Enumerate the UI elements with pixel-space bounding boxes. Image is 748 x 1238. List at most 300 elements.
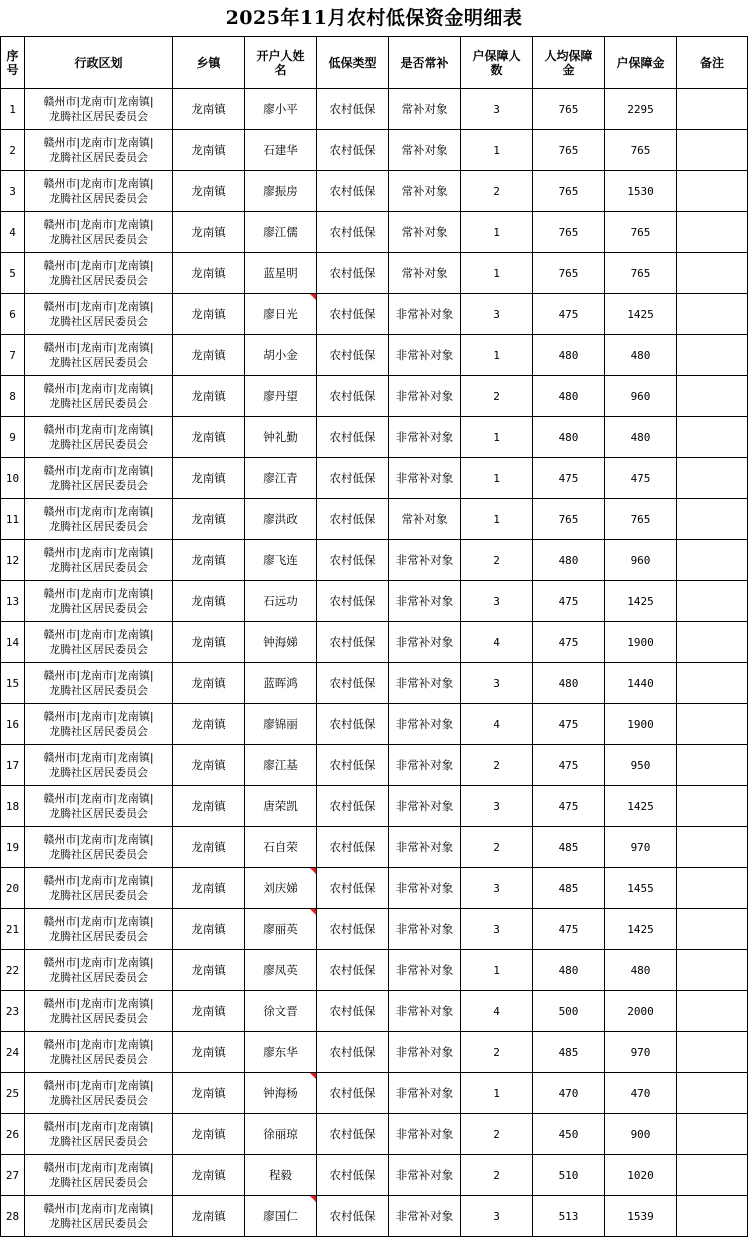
cell-town[interactable]: 龙南镇 bbox=[173, 622, 245, 663]
cell-household-count[interactable]: 2 bbox=[461, 1114, 533, 1155]
cell-region[interactable] bbox=[25, 335, 173, 376]
cell-household-amount[interactable]: 480 bbox=[605, 950, 677, 991]
cell-household-amount[interactable]: 950 bbox=[605, 745, 677, 786]
cell-subsidy-type[interactable]: 农村低保 bbox=[317, 1196, 389, 1237]
cell-household-amount[interactable]: 960 bbox=[605, 540, 677, 581]
cell-seq[interactable]: 2 bbox=[1, 130, 25, 171]
cell-region[interactable] bbox=[25, 1032, 173, 1073]
cell-town[interactable]: 龙南镇 bbox=[173, 1032, 245, 1073]
cell-per-capita[interactable]: 480 bbox=[533, 950, 605, 991]
cell-regular[interactable]: 非常补对象 bbox=[389, 786, 461, 827]
cell-household-amount[interactable]: 765 bbox=[605, 212, 677, 253]
cell-region[interactable] bbox=[25, 622, 173, 663]
cell-remark[interactable] bbox=[677, 1032, 748, 1073]
cell-household-amount[interactable]: 480 bbox=[605, 335, 677, 376]
cell-household-count[interactable]: 2 bbox=[461, 1155, 533, 1196]
cell-account-name[interactable] bbox=[245, 868, 317, 909]
cell-household-count[interactable]: 1 bbox=[461, 130, 533, 171]
cell-seq[interactable]: 15 bbox=[1, 663, 25, 704]
cell-per-capita[interactable]: 480 bbox=[533, 417, 605, 458]
cell-regular[interactable]: 非常补对象 bbox=[389, 950, 461, 991]
cell-regular[interactable]: 非常补对象 bbox=[389, 1155, 461, 1196]
cell-seq[interactable]: 1 bbox=[1, 89, 25, 130]
header-region[interactable]: 行政区划 bbox=[25, 37, 173, 89]
cell-town[interactable]: 龙南镇 bbox=[173, 1073, 245, 1114]
cell-household-amount[interactable]: 960 bbox=[605, 376, 677, 417]
cell-household-amount[interactable]: 765 bbox=[605, 499, 677, 540]
header-regular[interactable]: 是否常补 bbox=[389, 37, 461, 89]
cell-household-count[interactable]: 3 bbox=[461, 663, 533, 704]
cell-per-capita[interactable]: 765 bbox=[533, 499, 605, 540]
cell-household-count[interactable]: 2 bbox=[461, 376, 533, 417]
cell-region[interactable] bbox=[25, 171, 173, 212]
cell-household-amount[interactable]: 1530 bbox=[605, 171, 677, 212]
cell-town[interactable]: 龙南镇 bbox=[173, 581, 245, 622]
cell-household-amount[interactable]: 1539 bbox=[605, 1196, 677, 1237]
cell-regular[interactable]: 非常补对象 bbox=[389, 622, 461, 663]
cell-town[interactable]: 龙南镇 bbox=[173, 294, 245, 335]
cell-subsidy-type[interactable]: 农村低保 bbox=[317, 89, 389, 130]
cell-household-count[interactable]: 2 bbox=[461, 1032, 533, 1073]
cell-household-count[interactable]: 3 bbox=[461, 89, 533, 130]
cell-remark[interactable] bbox=[677, 212, 748, 253]
cell-household-amount[interactable]: 1455 bbox=[605, 868, 677, 909]
cell-account-name[interactable] bbox=[245, 581, 317, 622]
cell-per-capita[interactable]: 480 bbox=[533, 663, 605, 704]
cell-account-name[interactable] bbox=[245, 89, 317, 130]
cell-subsidy-type[interactable]: 农村低保 bbox=[317, 868, 389, 909]
cell-per-capita[interactable]: 475 bbox=[533, 745, 605, 786]
cell-regular[interactable]: 非常补对象 bbox=[389, 1196, 461, 1237]
cell-town[interactable]: 龙南镇 bbox=[173, 540, 245, 581]
cell-town[interactable]: 龙南镇 bbox=[173, 130, 245, 171]
cell-subsidy-type[interactable]: 农村低保 bbox=[317, 663, 389, 704]
cell-per-capita[interactable]: 480 bbox=[533, 376, 605, 417]
comment-indicator-icon[interactable] bbox=[310, 1073, 316, 1079]
cell-remark[interactable] bbox=[677, 1073, 748, 1114]
cell-seq[interactable]: 18 bbox=[1, 786, 25, 827]
cell-region[interactable] bbox=[25, 1196, 173, 1237]
cell-seq[interactable]: 6 bbox=[1, 294, 25, 335]
cell-region[interactable] bbox=[25, 909, 173, 950]
cell-seq[interactable]: 21 bbox=[1, 909, 25, 950]
cell-seq[interactable]: 12 bbox=[1, 540, 25, 581]
region-line: 赣州市|龙南市|龙南镇| bbox=[43, 1161, 154, 1174]
cell-household-amount[interactable]: 765 bbox=[605, 253, 677, 294]
cell-household-count[interactable]: 3 bbox=[461, 909, 533, 950]
cell-household-count[interactable]: 2 bbox=[461, 745, 533, 786]
cell-per-capita[interactable]: 765 bbox=[533, 171, 605, 212]
cell-remark[interactable] bbox=[677, 130, 748, 171]
cell-town[interactable]: 龙南镇 bbox=[173, 786, 245, 827]
cell-town[interactable]: 龙南镇 bbox=[173, 335, 245, 376]
cell-remark[interactable] bbox=[677, 745, 748, 786]
cell-account-name[interactable] bbox=[245, 622, 317, 663]
cell-town[interactable]: 龙南镇 bbox=[173, 89, 245, 130]
header-subsidy-type[interactable]: 低保类型 bbox=[317, 37, 389, 89]
cell-remark[interactable] bbox=[677, 171, 748, 212]
cell-household-count[interactable]: 1 bbox=[461, 1073, 533, 1114]
cell-town[interactable]: 龙南镇 bbox=[173, 704, 245, 745]
cell-regular[interactable]: 非常补对象 bbox=[389, 704, 461, 745]
cell-account-name[interactable] bbox=[245, 458, 317, 499]
cell-per-capita[interactable]: 485 bbox=[533, 1032, 605, 1073]
cell-regular[interactable]: 常补对象 bbox=[389, 130, 461, 171]
cell-seq[interactable]: 7 bbox=[1, 335, 25, 376]
cell-account-name[interactable] bbox=[245, 1196, 317, 1237]
cell-remark[interactable] bbox=[677, 417, 748, 458]
cell-per-capita[interactable]: 765 bbox=[533, 89, 605, 130]
cell-account-name[interactable] bbox=[245, 663, 317, 704]
region-line: 龙腾社区居民委员会 bbox=[49, 274, 148, 287]
cell-account-name[interactable] bbox=[245, 253, 317, 294]
cell-subsidy-type[interactable]: 农村低保 bbox=[317, 130, 389, 171]
cell-per-capita[interactable]: 480 bbox=[533, 335, 605, 376]
region-line: 赣州市|龙南市|龙南镇| bbox=[43, 177, 154, 190]
cell-household-amount[interactable]: 1425 bbox=[605, 294, 677, 335]
cell-seq[interactable]: 3 bbox=[1, 171, 25, 212]
cell-household-amount[interactable]: 470 bbox=[605, 1073, 677, 1114]
cell-remark[interactable] bbox=[677, 663, 748, 704]
cell-seq[interactable]: 23 bbox=[1, 991, 25, 1032]
cell-town[interactable]: 龙南镇 bbox=[173, 909, 245, 950]
cell-household-count[interactable]: 4 bbox=[461, 991, 533, 1032]
cell-region[interactable] bbox=[25, 253, 173, 294]
cell-household-count[interactable]: 4 bbox=[461, 622, 533, 663]
cell-region[interactable] bbox=[25, 499, 173, 540]
cell-account-name[interactable] bbox=[245, 1032, 317, 1073]
cell-seq[interactable]: 9 bbox=[1, 417, 25, 458]
cell-subsidy-type[interactable]: 农村低保 bbox=[317, 335, 389, 376]
cell-household-count[interactable]: 4 bbox=[461, 704, 533, 745]
cell-account-name[interactable] bbox=[245, 540, 317, 581]
cell-remark[interactable] bbox=[677, 868, 748, 909]
cell-household-count[interactable]: 3 bbox=[461, 786, 533, 827]
cell-region[interactable] bbox=[25, 417, 173, 458]
cell-regular[interactable]: 常补对象 bbox=[389, 499, 461, 540]
comment-indicator-icon[interactable] bbox=[310, 1196, 316, 1202]
cell-region[interactable] bbox=[25, 991, 173, 1032]
cell-town[interactable]: 龙南镇 bbox=[173, 1114, 245, 1155]
cell-region[interactable] bbox=[25, 1155, 173, 1196]
cell-per-capita[interactable]: 765 bbox=[533, 212, 605, 253]
cell-region[interactable] bbox=[25, 786, 173, 827]
cell-account-name[interactable] bbox=[245, 704, 317, 745]
cell-regular[interactable]: 非常补对象 bbox=[389, 1114, 461, 1155]
cell-region[interactable] bbox=[25, 1073, 173, 1114]
cell-remark[interactable] bbox=[677, 1155, 748, 1196]
cell-regular[interactable]: 非常补对象 bbox=[389, 663, 461, 704]
cell-subsidy-type[interactable]: 农村低保 bbox=[317, 499, 389, 540]
cell-household-amount[interactable]: 1425 bbox=[605, 786, 677, 827]
cell-subsidy-type[interactable]: 农村低保 bbox=[317, 827, 389, 868]
cell-account-name[interactable] bbox=[245, 1114, 317, 1155]
cell-household-count[interactable]: 3 bbox=[461, 868, 533, 909]
cell-remark[interactable] bbox=[677, 376, 748, 417]
cell-seq[interactable]: 22 bbox=[1, 950, 25, 991]
cell-household-amount[interactable]: 475 bbox=[605, 458, 677, 499]
header-per-capita[interactable]: 人均保障 金 bbox=[533, 37, 605, 89]
comment-indicator-icon[interactable] bbox=[310, 868, 316, 874]
cell-account-name[interactable] bbox=[245, 130, 317, 171]
cell-seq[interactable]: 17 bbox=[1, 745, 25, 786]
cell-town[interactable]: 龙南镇 bbox=[173, 950, 245, 991]
cell-household-amount[interactable]: 1020 bbox=[605, 1155, 677, 1196]
cell-household-count[interactable]: 2 bbox=[461, 171, 533, 212]
cell-seq[interactable]: 4 bbox=[1, 212, 25, 253]
cell-household-amount[interactable]: 1425 bbox=[605, 909, 677, 950]
cell-household-amount[interactable]: 1425 bbox=[605, 581, 677, 622]
cell-remark[interactable] bbox=[677, 827, 748, 868]
cell-regular[interactable]: 非常补对象 bbox=[389, 540, 461, 581]
cell-subsidy-type[interactable]: 农村低保 bbox=[317, 212, 389, 253]
cell-region[interactable] bbox=[25, 89, 173, 130]
comment-indicator-icon[interactable] bbox=[310, 909, 316, 915]
cell-subsidy-type[interactable]: 农村低保 bbox=[317, 950, 389, 991]
cell-regular[interactable]: 非常补对象 bbox=[389, 1073, 461, 1114]
cell-household-amount[interactable]: 2295 bbox=[605, 89, 677, 130]
cell-per-capita[interactable]: 470 bbox=[533, 1073, 605, 1114]
cell-account-name[interactable] bbox=[245, 171, 317, 212]
cell-regular[interactable]: 非常补对象 bbox=[389, 868, 461, 909]
cell-region[interactable] bbox=[25, 376, 173, 417]
cell-seq[interactable]: 20 bbox=[1, 868, 25, 909]
cell-per-capita[interactable]: 475 bbox=[533, 786, 605, 827]
cell-seq[interactable]: 10 bbox=[1, 458, 25, 499]
cell-regular[interactable]: 常补对象 bbox=[389, 212, 461, 253]
cell-subsidy-type[interactable]: 农村低保 bbox=[317, 540, 389, 581]
region-line: 龙腾社区居民委员会 bbox=[49, 233, 148, 246]
cell-remark[interactable] bbox=[677, 1114, 748, 1155]
cell-town[interactable]: 龙南镇 bbox=[173, 1196, 245, 1237]
cell-subsidy-type[interactable]: 农村低保 bbox=[317, 909, 389, 950]
cell-region[interactable] bbox=[25, 663, 173, 704]
header-account-name[interactable]: 开户人姓 名 bbox=[245, 37, 317, 89]
cell-account-name[interactable] bbox=[245, 212, 317, 253]
cell-region[interactable] bbox=[25, 581, 173, 622]
cell-per-capita[interactable]: 475 bbox=[533, 909, 605, 950]
cell-region[interactable] bbox=[25, 704, 173, 745]
cell-remark[interactable] bbox=[677, 581, 748, 622]
cell-regular[interactable]: 非常补对象 bbox=[389, 745, 461, 786]
cell-seq[interactable]: 25 bbox=[1, 1073, 25, 1114]
cell-town[interactable]: 龙南镇 bbox=[173, 253, 245, 294]
cell-seq[interactable]: 16 bbox=[1, 704, 25, 745]
header-household-count[interactable]: 户保障人 数 bbox=[461, 37, 533, 89]
cell-per-capita[interactable]: 475 bbox=[533, 622, 605, 663]
cell-region[interactable] bbox=[25, 294, 173, 335]
cell-household-count[interactable]: 1 bbox=[461, 212, 533, 253]
cell-town[interactable]: 龙南镇 bbox=[173, 663, 245, 704]
cell-regular[interactable]: 非常补对象 bbox=[389, 458, 461, 499]
cell-per-capita[interactable]: 485 bbox=[533, 827, 605, 868]
cell-seq[interactable]: 14 bbox=[1, 622, 25, 663]
cell-account-name[interactable] bbox=[245, 745, 317, 786]
cell-household-amount[interactable]: 765 bbox=[605, 130, 677, 171]
cell-region[interactable] bbox=[25, 540, 173, 581]
cell-household-amount[interactable]: 1440 bbox=[605, 663, 677, 704]
cell-household-count[interactable]: 1 bbox=[461, 417, 533, 458]
cell-subsidy-type[interactable]: 农村低保 bbox=[317, 376, 389, 417]
cell-remark[interactable] bbox=[677, 294, 748, 335]
cell-remark[interactable] bbox=[677, 253, 748, 294]
cell-subsidy-type[interactable]: 农村低保 bbox=[317, 704, 389, 745]
cell-subsidy-type[interactable]: 农村低保 bbox=[317, 1114, 389, 1155]
cell-household-count[interactable]: 2 bbox=[461, 827, 533, 868]
cell-account-name[interactable] bbox=[245, 909, 317, 950]
header-town[interactable]: 乡镇 bbox=[173, 37, 245, 89]
cell-account-name[interactable] bbox=[245, 991, 317, 1032]
cell-subsidy-type[interactable]: 农村低保 bbox=[317, 253, 389, 294]
cell-remark[interactable] bbox=[677, 540, 748, 581]
cell-region[interactable] bbox=[25, 950, 173, 991]
cell-subsidy-type[interactable]: 农村低保 bbox=[317, 1073, 389, 1114]
cell-subsidy-type[interactable]: 农村低保 bbox=[317, 294, 389, 335]
region-line: 赣州市|龙南市|龙南镇| bbox=[43, 1038, 154, 1051]
cell-per-capita[interactable]: 485 bbox=[533, 868, 605, 909]
cell-regular[interactable]: 常补对象 bbox=[389, 253, 461, 294]
cell-regular[interactable]: 非常补对象 bbox=[389, 1032, 461, 1073]
cell-remark[interactable] bbox=[677, 909, 748, 950]
cell-household-count[interactable]: 1 bbox=[461, 335, 533, 376]
cell-region[interactable] bbox=[25, 130, 173, 171]
cell-regular[interactable]: 常补对象 bbox=[389, 171, 461, 212]
cell-account-name[interactable] bbox=[245, 786, 317, 827]
header-remark[interactable]: 备注 bbox=[677, 37, 748, 89]
cell-account-name[interactable] bbox=[245, 335, 317, 376]
cell-town[interactable]: 龙南镇 bbox=[173, 212, 245, 253]
cell-household-amount[interactable]: 2000 bbox=[605, 991, 677, 1032]
cell-remark[interactable] bbox=[677, 950, 748, 991]
cell-household-amount[interactable]: 970 bbox=[605, 1032, 677, 1073]
cell-household-count[interactable]: 1 bbox=[461, 458, 533, 499]
cell-town[interactable]: 龙南镇 bbox=[173, 376, 245, 417]
header-household-amount[interactable]: 户保障金 bbox=[605, 37, 677, 89]
cell-regular[interactable]: 非常补对象 bbox=[389, 827, 461, 868]
cell-per-capita[interactable]: 475 bbox=[533, 704, 605, 745]
cell-seq[interactable]: 5 bbox=[1, 253, 25, 294]
cell-household-amount[interactable]: 1900 bbox=[605, 622, 677, 663]
cell-seq[interactable]: 27 bbox=[1, 1155, 25, 1196]
cell-household-count[interactable]: 3 bbox=[461, 294, 533, 335]
cell-region[interactable] bbox=[25, 868, 173, 909]
cell-town[interactable]: 龙南镇 bbox=[173, 1155, 245, 1196]
cell-subsidy-type[interactable]: 农村低保 bbox=[317, 622, 389, 663]
cell-seq[interactable]: 13 bbox=[1, 581, 25, 622]
cell-subsidy-type[interactable]: 农村低保 bbox=[317, 171, 389, 212]
cell-regular[interactable]: 非常补对象 bbox=[389, 909, 461, 950]
cell-subsidy-type[interactable]: 农村低保 bbox=[317, 581, 389, 622]
cell-region[interactable] bbox=[25, 745, 173, 786]
cell-remark[interactable] bbox=[677, 335, 748, 376]
cell-regular[interactable]: 非常补对象 bbox=[389, 294, 461, 335]
cell-per-capita[interactable]: 480 bbox=[533, 540, 605, 581]
cell-remark[interactable] bbox=[677, 704, 748, 745]
cell-account-name[interactable] bbox=[245, 376, 317, 417]
cell-account-name[interactable] bbox=[245, 1073, 317, 1114]
cell-household-count[interactable]: 1 bbox=[461, 499, 533, 540]
cell-account-name[interactable] bbox=[245, 294, 317, 335]
cell-regular[interactable]: 非常补对象 bbox=[389, 417, 461, 458]
cell-region[interactable] bbox=[25, 827, 173, 868]
cell-remark[interactable] bbox=[677, 89, 748, 130]
cell-seq[interactable]: 26 bbox=[1, 1114, 25, 1155]
cell-household-amount[interactable]: 1900 bbox=[605, 704, 677, 745]
cell-regular[interactable]: 非常补对象 bbox=[389, 376, 461, 417]
cell-region[interactable] bbox=[25, 458, 173, 499]
cell-household-count[interactable]: 3 bbox=[461, 581, 533, 622]
cell-per-capita[interactable]: 475 bbox=[533, 458, 605, 499]
cell-seq[interactable]: 19 bbox=[1, 827, 25, 868]
cell-seq[interactable]: 24 bbox=[1, 1032, 25, 1073]
cell-region[interactable] bbox=[25, 1114, 173, 1155]
cell-account-name[interactable] bbox=[245, 499, 317, 540]
cell-remark[interactable] bbox=[677, 622, 748, 663]
cell-household-count[interactable]: 1 bbox=[461, 253, 533, 294]
cell-subsidy-type[interactable]: 农村低保 bbox=[317, 786, 389, 827]
cell-per-capita[interactable]: 450 bbox=[533, 1114, 605, 1155]
cell-regular[interactable]: 非常补对象 bbox=[389, 581, 461, 622]
cell-remark[interactable] bbox=[677, 1196, 748, 1237]
cell-per-capita[interactable]: 510 bbox=[533, 1155, 605, 1196]
cell-per-capita[interactable]: 765 bbox=[533, 130, 605, 171]
cell-subsidy-type[interactable]: 农村低保 bbox=[317, 417, 389, 458]
cell-remark[interactable] bbox=[677, 991, 748, 1032]
cell-subsidy-type[interactable]: 农村低保 bbox=[317, 745, 389, 786]
header-seq[interactable]: 序 号 bbox=[1, 37, 25, 89]
cell-household-amount[interactable]: 900 bbox=[605, 1114, 677, 1155]
cell-subsidy-type[interactable]: 农村低保 bbox=[317, 458, 389, 499]
cell-household-amount[interactable]: 480 bbox=[605, 417, 677, 458]
cell-region[interactable] bbox=[25, 212, 173, 253]
cell-household-count[interactable]: 2 bbox=[461, 540, 533, 581]
cell-account-name[interactable] bbox=[245, 1155, 317, 1196]
comment-indicator-icon[interactable] bbox=[310, 294, 316, 300]
cell-subsidy-type[interactable]: 农村低保 bbox=[317, 991, 389, 1032]
cell-account-name[interactable] bbox=[245, 827, 317, 868]
cell-town[interactable]: 龙南镇 bbox=[173, 868, 245, 909]
cell-seq[interactable]: 11 bbox=[1, 499, 25, 540]
cell-household-count[interactable]: 3 bbox=[461, 1196, 533, 1237]
cell-town[interactable]: 龙南镇 bbox=[173, 991, 245, 1032]
cell-town[interactable]: 龙南镇 bbox=[173, 745, 245, 786]
cell-town[interactable]: 龙南镇 bbox=[173, 827, 245, 868]
cell-household-amount[interactable]: 970 bbox=[605, 827, 677, 868]
cell-town[interactable]: 龙南镇 bbox=[173, 171, 245, 212]
cell-household-count[interactable]: 1 bbox=[461, 950, 533, 991]
cell-per-capita[interactable]: 500 bbox=[533, 991, 605, 1032]
cell-seq[interactable]: 8 bbox=[1, 376, 25, 417]
cell-town[interactable]: 龙南镇 bbox=[173, 417, 245, 458]
cell-subsidy-type[interactable]: 农村低保 bbox=[317, 1155, 389, 1196]
cell-per-capita[interactable]: 513 bbox=[533, 1196, 605, 1237]
cell-per-capita[interactable]: 765 bbox=[533, 253, 605, 294]
cell-seq[interactable]: 28 bbox=[1, 1196, 25, 1237]
cell-town[interactable]: 龙南镇 bbox=[173, 458, 245, 499]
cell-remark[interactable] bbox=[677, 458, 748, 499]
cell-remark[interactable] bbox=[677, 499, 748, 540]
cell-subsidy-type[interactable]: 农村低保 bbox=[317, 1032, 389, 1073]
cell-account-name[interactable] bbox=[245, 417, 317, 458]
cell-town[interactable]: 龙南镇 bbox=[173, 499, 245, 540]
cell-regular[interactable]: 非常补对象 bbox=[389, 991, 461, 1032]
cell-account-name[interactable] bbox=[245, 950, 317, 991]
cell-regular[interactable]: 非常补对象 bbox=[389, 335, 461, 376]
cell-remark[interactable] bbox=[677, 786, 748, 827]
cell-regular[interactable]: 常补对象 bbox=[389, 89, 461, 130]
cell-per-capita[interactable]: 475 bbox=[533, 581, 605, 622]
cell-per-capita[interactable]: 475 bbox=[533, 294, 605, 335]
